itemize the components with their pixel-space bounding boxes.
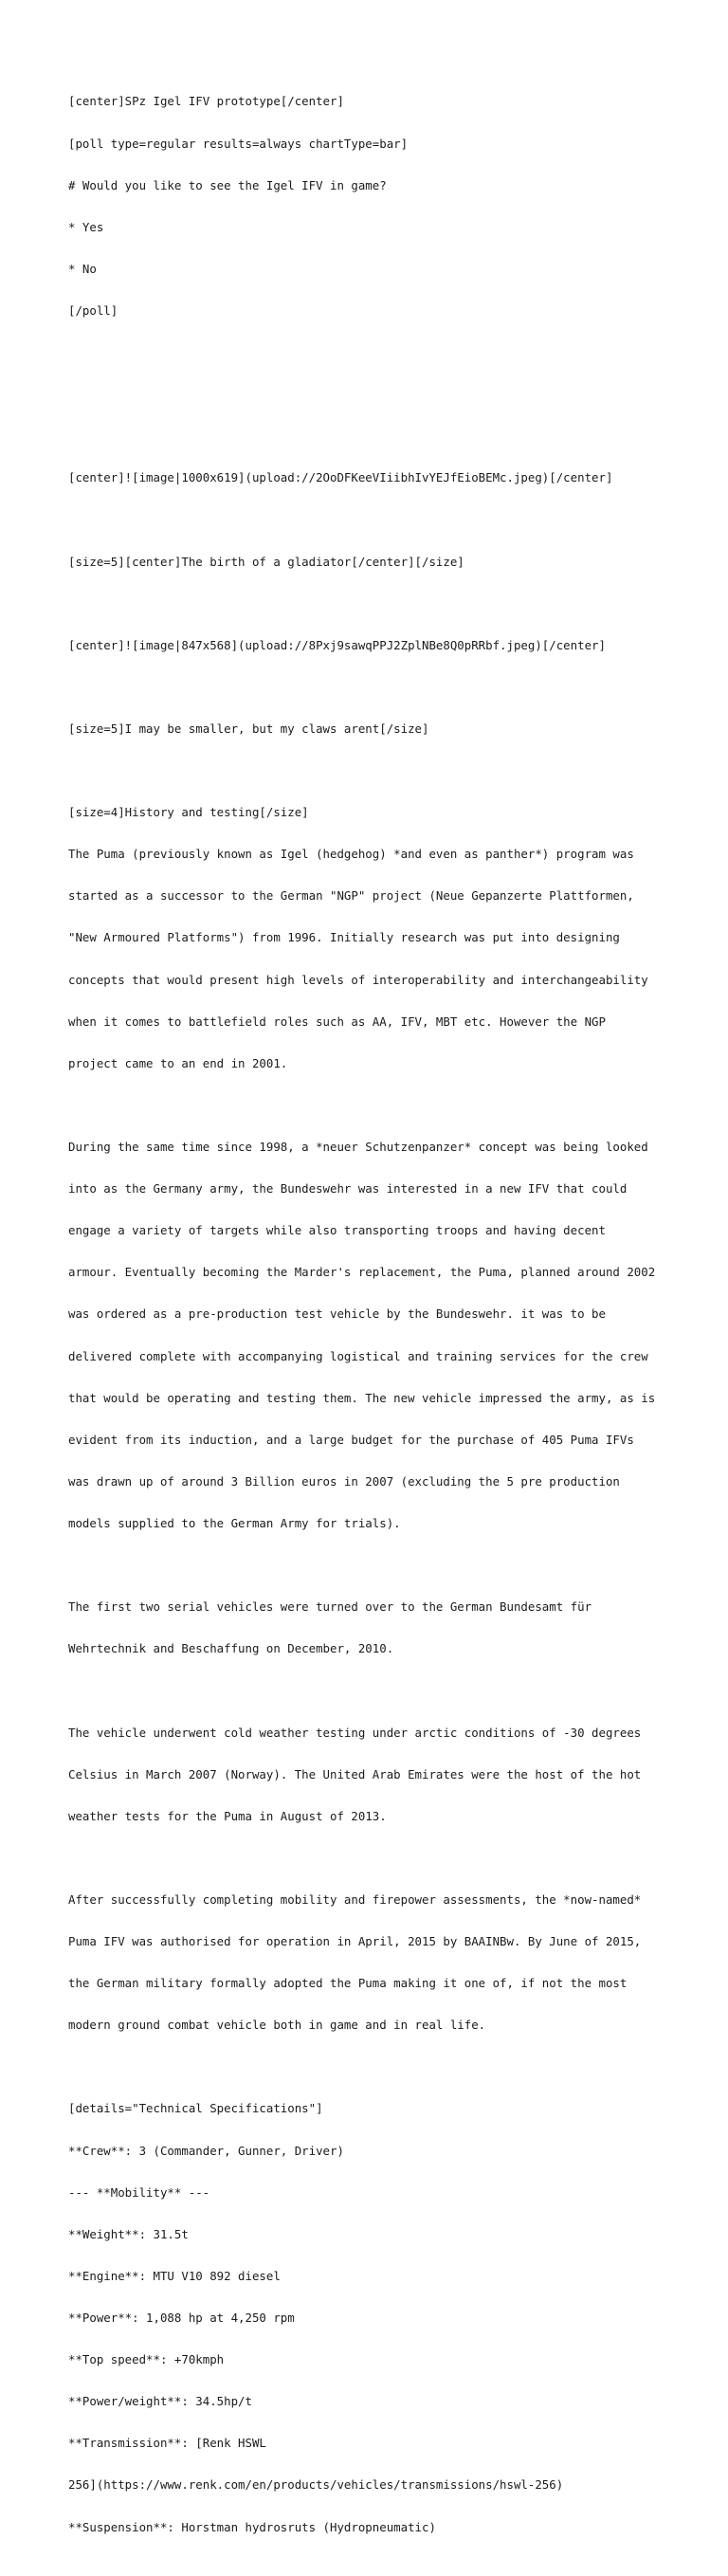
text-line: During the same time since 1998, a *neuer Schutzenpanzer* concept was being looked [68, 1140, 648, 1155]
text-line: # Would you like to see the Igel IFV in game? [68, 177, 387, 192]
text-line: [center]![image|1000x619](upload://2OoDFKeeVIiibhIvYEJfEioBEMc.jpeg)[/center] [68, 470, 613, 485]
text-line: delivered complete with accompanying logistical and training services for the crew [68, 1348, 648, 1363]
text-line: **Power**: 1,088 hp at 4,250 rpm [68, 2311, 295, 2326]
image-markup-2 [68, 611, 675, 681]
text-line: **Engine**: MTU V10 892 diesel [68, 2268, 281, 2283]
history-paragraph [68, 778, 675, 1099]
text-line: [center]SPz Igel IFV prototype[/center] [68, 94, 344, 109]
text-line: **Power/weight**: 34.5hp/t [68, 2394, 252, 2409]
text-line [68, 388, 675, 402]
text-line: [center]![image|847x568](upload://8Pxj9sawqPPJ2ZplNBe8Q0pRRbf.jpeg)[/center] [68, 637, 606, 652]
text-line: evident from its induction, and a large budget for the purchase of 405 Puma IFVs [68, 1432, 634, 1447]
image-markup-1 [68, 444, 675, 514]
text-line: **Crew**: 3 (Commander, Gunner, Driver) [68, 2143, 344, 2158]
heading-markup-2 [68, 695, 675, 765]
text-line: **Transmission**: [Renk HSWL [68, 2436, 266, 2451]
text-line: the German military formally adopted the Puma making it one of, if not the most [68, 1976, 628, 1991]
text-line: [/poll] [68, 302, 118, 318]
text-line: [size=4]History and testing[/size] [68, 805, 309, 820]
text-line: The vehicle underwent cold weather testing under arctic conditions of -30 degrees [68, 1725, 642, 1740]
text-line: modern ground combat vehicle both in game and in real life. [68, 2018, 486, 2033]
text-line: [size=5]I may be smaller, but my claws arent[/size] [68, 721, 429, 736]
text-line: was ordered as a pre-production test vehicle by the Bundeswehr. it was to be [68, 1306, 606, 1322]
adoption-paragraph [68, 1866, 675, 2061]
text-line: "New Armoured Platforms") from 1996. Initially research was put into designing [68, 930, 620, 945]
text-line: into as the Germany army, the Bundeswehr was interested in a new IFV that could [68, 1181, 628, 1197]
text-line: project came to an end in 2001. [68, 1055, 288, 1070]
text-line: After successfully completing mobility and firepower assessments, the *now-named* [68, 1891, 642, 1907]
document-page [68, 67, 675, 2576]
text-line: --- **Mobility** --- [68, 2184, 210, 2200]
development-paragraph [68, 1113, 675, 1560]
blank-paragraph [68, 360, 675, 430]
text-line: * No [68, 261, 97, 276]
text-line: was drawn up of around 3 Billion euros in 2007 (excluding the 5 pre production [68, 1473, 620, 1489]
text-line: 256](https://www.renk.com/en/products/vehicles/transmissions/hswl-256) [68, 2477, 564, 2493]
text-line: concepts that would present high levels of interoperability and interchangeability [68, 972, 648, 987]
heading-markup-1 [68, 527, 675, 597]
text-line: **Suspension**: Horstman hydrosruts (Hydropneumatic) [68, 2519, 436, 2534]
text-line: Wehrtechnik and Beschaffung on December, 2010. [68, 1641, 394, 1656]
text-line: **Weight**: 31.5t [68, 2226, 189, 2241]
text-line: when it comes to battlefield roles such as AA, IFV, MBT etc. However the NGP [68, 1014, 606, 1029]
text-line: models supplied to the German Army for trials). [68, 1516, 401, 1530]
text-line: [poll type=regular results=always chartType=bar] [68, 136, 409, 151]
text-line: Puma IFV was authorised for operation in April, 2015 by BAAINBw. By June of 2015, [68, 1934, 642, 1949]
text-line: engage a variety of targets while also transporting troops and having decent [68, 1223, 606, 1238]
text-line: * Yes [68, 219, 104, 234]
text-line: [details="Technical Specifications"] [68, 2101, 323, 2116]
text-line: that would be operating and testing them. The new vehicle impressed the army, as is [68, 1390, 656, 1405]
text-line: The first two serial vehicles were turned over to the German Bundesamt für [68, 1599, 592, 1615]
text-line: **Top speed**: +70kmph [68, 2352, 225, 2367]
tech-specs-block [68, 2074, 675, 2563]
delivery-paragraph [68, 1573, 675, 1685]
text-line: [size=5][center]The birth of a gladiator[/center][/size] [68, 554, 464, 569]
text-line: Celsius in March 2007 (Norway). The United Arab Emirates were the host of the hot [68, 1766, 642, 1781]
text-line: weather tests for the Puma in August of 2013. [68, 1808, 387, 1823]
text-line: The Puma (previously known as Igel (hedgehog) *and even as panther*) program was [68, 847, 634, 862]
testing-paragraph [68, 1698, 675, 1852]
text-line: started as a successor to the German "NGP" project (Neue Gepanzerte Plattformen, [68, 888, 634, 904]
poll-block [68, 67, 675, 346]
text-line: armour. Eventually becoming the Marder's replacement, the Puma, planned around 2002 [68, 1265, 656, 1280]
